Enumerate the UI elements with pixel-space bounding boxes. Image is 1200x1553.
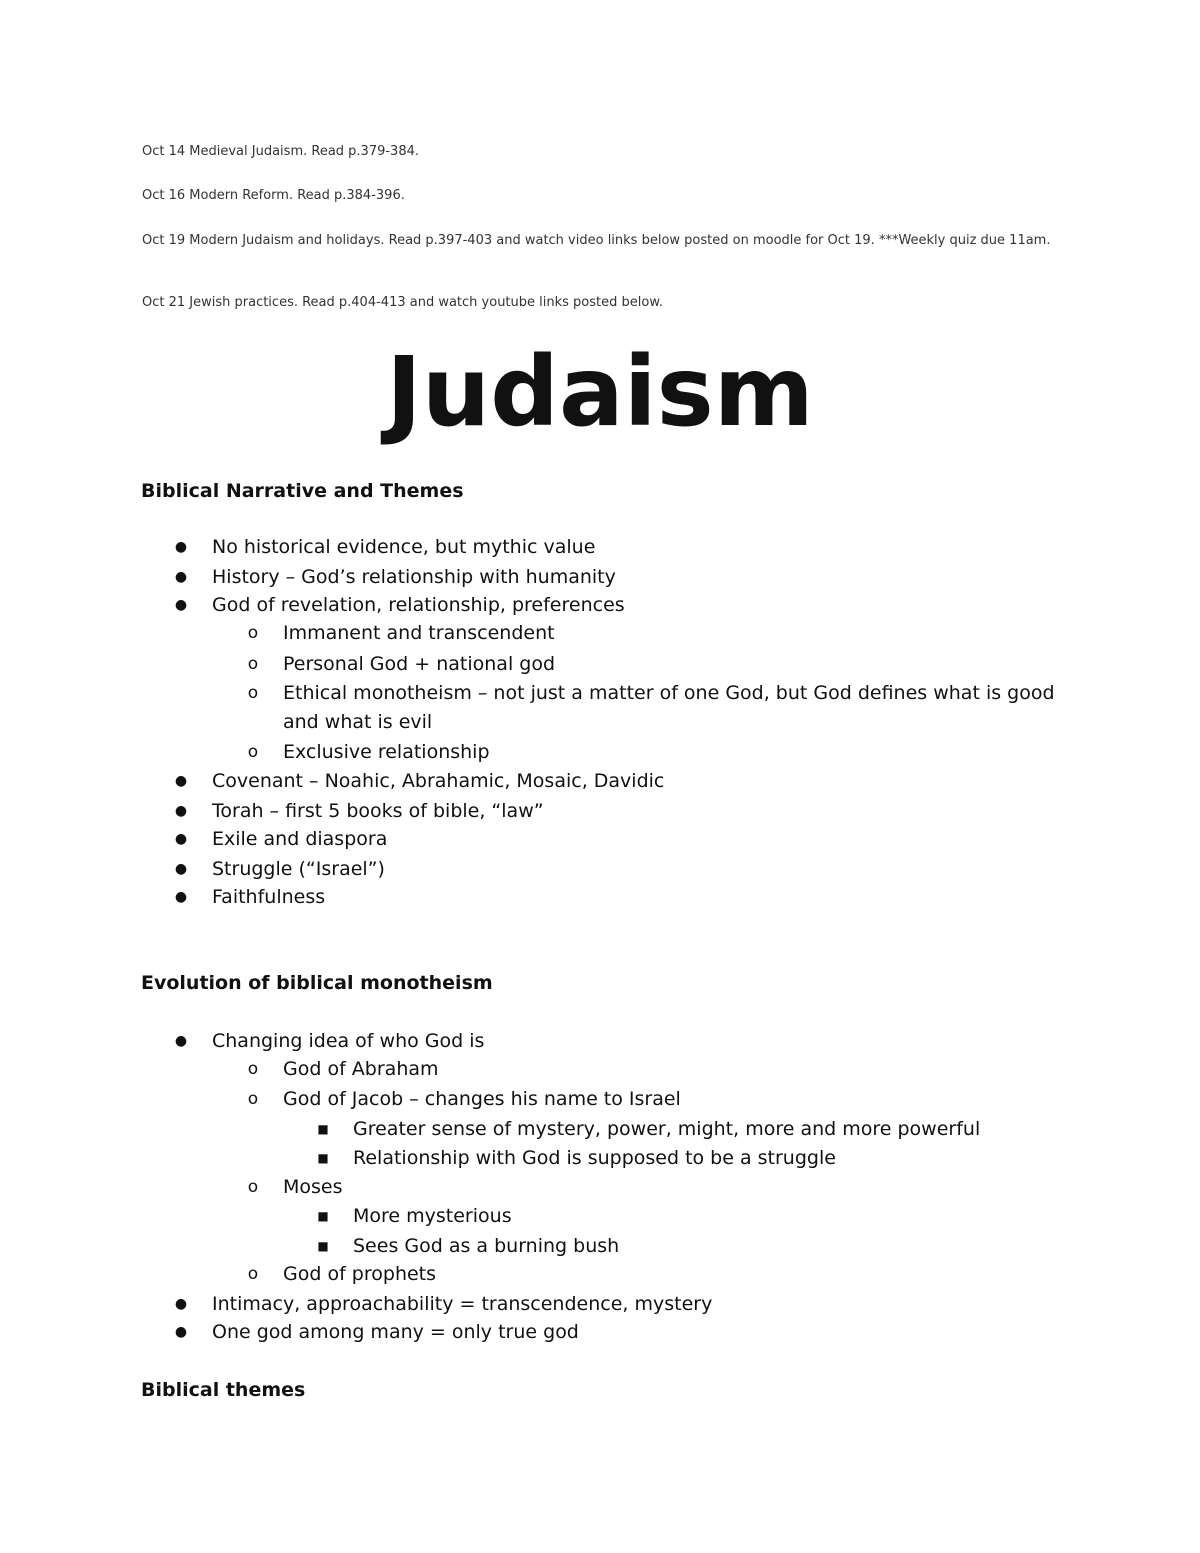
bullet-icon: ● <box>174 1324 188 1340</box>
list-item: ■ Relationship with God is supposed to be a struggle <box>353 1146 1073 1170</box>
list-item: o Exclusive relationship <box>283 740 1083 764</box>
list-item: ● Covenant – Noahic, Abrahamic, Mosaic, Davidic <box>212 769 1092 793</box>
bullet-icon: ● <box>174 773 188 789</box>
section-heading: Biblical Narrative and Themes <box>141 480 464 502</box>
bullet-icon: ● <box>174 1296 188 1312</box>
schedule-line: Oct 14 Medieval Judaism. Read p.379-384. <box>142 144 419 159</box>
list-item: ● Exile and diaspora <box>212 827 1092 851</box>
list-item: o Personal God + national god <box>283 652 1083 676</box>
list-item: ● Struggle (“Israel”) <box>212 857 1092 881</box>
square-bullet-icon: ■ <box>317 1209 329 1223</box>
list-item: ● God of revelation, relationship, preferences <box>212 593 1092 617</box>
list-item: ● Torah – first 5 books of bible, “law” <box>212 799 1092 823</box>
circle-bullet-icon: o <box>247 1059 259 1079</box>
circle-bullet-icon: o <box>247 1264 259 1284</box>
list-item: ■ Greater sense of mystery, power, might, more and more powerful <box>353 1117 1073 1141</box>
section-heading: Evolution of biblical monotheism <box>141 972 493 994</box>
circle-bullet-icon: o <box>247 742 259 762</box>
bullet-icon: ● <box>174 569 188 585</box>
circle-bullet-icon: o <box>247 623 259 643</box>
list-item: ● History – God’s relationship with humanity <box>212 565 1092 589</box>
list-item: ■ More mysterious <box>353 1204 1073 1228</box>
square-bullet-icon: ■ <box>317 1122 329 1136</box>
list-item: o God of Abraham <box>283 1057 1083 1081</box>
list-item: ● Faithfulness <box>212 885 1092 909</box>
list-item: ■ Sees God as a burning bush <box>353 1234 1073 1258</box>
circle-bullet-icon: o <box>247 683 259 703</box>
section-heading: Biblical themes <box>141 1379 306 1401</box>
list-item: o God of Jacob – changes his name to Israel <box>283 1087 1083 1111</box>
list-item: o Ethical monotheism – not just a matter of one God, but God defines what is good and what is evil <box>283 679 1083 737</box>
square-bullet-icon: ■ <box>317 1151 329 1165</box>
circle-bullet-icon: o <box>247 654 259 674</box>
list-item: o Immanent and transcendent <box>283 621 1083 645</box>
schedule-line: Oct 19 Modern Judaism and holidays. Read p.397-403 and watch video links below posted on moodle for Oct 19. ***Weekly quiz due 11am. <box>142 233 1051 248</box>
bullet-icon: ● <box>174 831 188 847</box>
schedule-line: Oct 21 Jewish practices. Read p.404-413 and watch youtube links posted below. <box>142 295 663 310</box>
bullet-icon: ● <box>174 1033 188 1049</box>
list-item: o God of prophets <box>283 1262 1083 1286</box>
square-bullet-icon: ■ <box>317 1239 329 1253</box>
bullet-icon: ● <box>174 861 188 877</box>
list-item: ● Changing idea of who God is <box>212 1029 1092 1053</box>
bullet-icon: ● <box>174 539 188 555</box>
schedule-line: Oct 16 Modern Reform. Read p.384-396. <box>142 188 405 203</box>
circle-bullet-icon: o <box>247 1177 259 1197</box>
list-item: ● One god among many = only true god <box>212 1320 1092 1344</box>
list-item: ● No historical evidence, but mythic value <box>212 535 1092 559</box>
bullet-icon: ● <box>174 597 188 613</box>
bullet-icon: ● <box>174 803 188 819</box>
page-title: Judaism <box>386 336 814 448</box>
list-item: o Moses <box>283 1175 1083 1199</box>
list-item: ● Intimacy, approachability = transcendence, mystery <box>212 1292 1092 1316</box>
bullet-icon: ● <box>174 889 188 905</box>
circle-bullet-icon: o <box>247 1089 259 1109</box>
